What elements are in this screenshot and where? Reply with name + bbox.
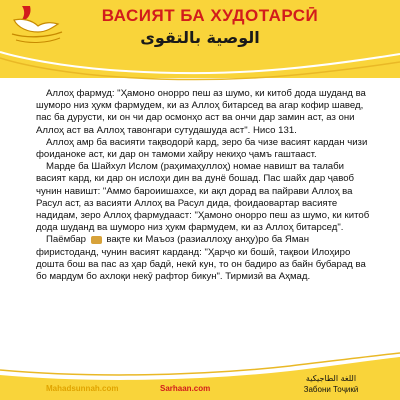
paragraph-quran-quote: Аллоҳ фармуд: "Ҳамоно онорро пеш аз шумо, ки китоб дода шуданд ва шуморо низ ҳукм фармудем, ки аз Аллоҳ битарсед ва агар кофир шавед, пас ба дурусти, ки он чи дар осмонҳо аст ва ончи дар замин аст, аз они Аллоҳ аст ва Аллоҳ тавонгари сутудашуда аст". Нисо 131. xyxy=(36,88,366,136)
salawat-icon xyxy=(91,236,102,244)
paragraph-explanation: Аллоҳ амр ба васияти тақводорӣ кард, зеро ба чизе васият кардан чизи фоиданоке аст, ки дар он тамоми хайру некиҳо ҷамъ гаштааст. xyxy=(36,136,368,161)
language-label-tajik: Забони Тоҷикӣ xyxy=(303,385,359,394)
language-label-arabic: اللغة الطاجيكية xyxy=(305,374,357,383)
paragraph-hadith-start: Паёмбар xyxy=(46,234,87,246)
page-title: ВАСИЯТ БА ХУДОТАРСӢ xyxy=(101,6,319,25)
website-link-sarhaan[interactable]: Sarhaan.com xyxy=(160,384,211,393)
website-link-mahadsunnah[interactable]: Mahadsunnah.com xyxy=(46,384,119,393)
article-body xyxy=(36,88,374,283)
lamp-logo-icon xyxy=(4,2,68,48)
paragraph-shaykh-letter: Марде ба Шайхул Ислом (раҳимаҳуллоҳ) номае навишт ва талаби васият кард, ки дар он ислоҳи дин ва дунё бошад. Пас шайх дар ҷавоб чунин навишт: "Аммо бароиишахсе, ки ақл дорад ва пайрави Аллоҳ ва Расул аст, аз васияти Аллоҳ ва Расул дида, фоидаовартар васияте надидам, зеро Аллоҳ фармудааст: "Ҳамоно онорро пеш аз шумо, ки китоб дода шуданд ва шуморо низ ҳукм фармудем, ки аз Аллоҳ битарсед". xyxy=(36,161,370,234)
paragraph-hadith xyxy=(36,234,374,283)
paragraph-hadith-text: вақте ки Маъоз (разиаллоҳу анҳу)ро ба Яман фиристоданд, чунин васият карданд: "Ҳарҷо ки бошӣ, тақвои Илоҳиро дошта бош ва пас аз ҳар бадӣ, некӣ кун, то он бадиро аз байн бубарад ва бо мардум бо ахлоқи некӯ рафтор бикун". Тирмизӣ ва Аҳмад. xyxy=(36,234,366,283)
arabic-title: الوصية بالتقوى xyxy=(140,28,260,47)
